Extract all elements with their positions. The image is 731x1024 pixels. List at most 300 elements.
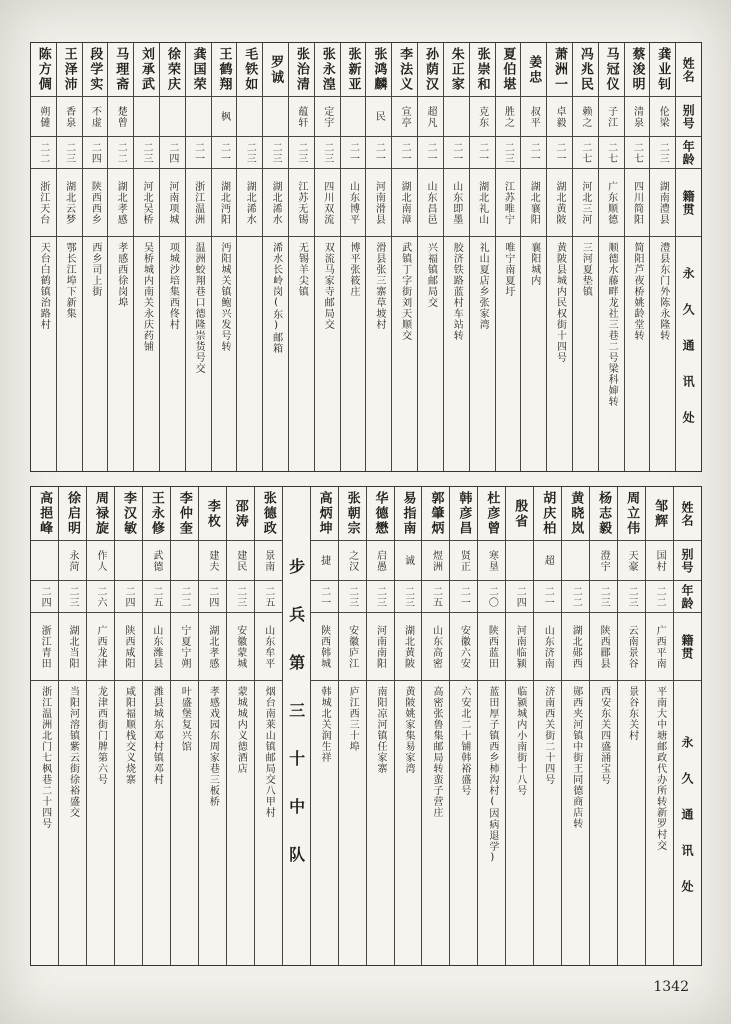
address-cell — [171, 681, 198, 965]
native-cell — [625, 169, 650, 237]
person-name: 徐荣庆 — [164, 47, 180, 92]
person-age: 二三 — [346, 585, 358, 608]
person-address: 浠水长岭岗(东)邮箱 — [270, 242, 282, 354]
person-column — [185, 43, 211, 471]
person-alias: 煜洲 — [430, 549, 442, 572]
person-name: 姜忠 — [526, 54, 542, 85]
person-column — [314, 43, 340, 471]
person-age: 二四 — [89, 141, 101, 164]
name-cell — [395, 487, 422, 541]
native-cell — [450, 613, 477, 681]
person-column — [617, 487, 645, 965]
alias-cell — [212, 97, 237, 137]
person-age: 二一 — [347, 141, 359, 164]
roster-table-top — [30, 42, 702, 472]
name-cell — [134, 43, 159, 97]
age-cell — [562, 581, 589, 613]
person-age: 二二 — [178, 585, 190, 608]
person-age: 二一 — [528, 141, 540, 164]
person-column — [649, 43, 675, 471]
native-cell — [115, 613, 142, 681]
person-address: 黄陂姚家集易家湾 — [402, 686, 414, 774]
person-age: 二三 — [63, 141, 75, 164]
age-cell — [186, 137, 211, 169]
name-cell — [57, 43, 82, 97]
person-name: 罗诚 — [268, 54, 284, 85]
person-alias: 捷 — [318, 555, 330, 566]
age-cell — [134, 137, 159, 169]
person-alias: 澄宇 — [598, 549, 610, 572]
person-address: 襄阳城内 — [528, 242, 540, 286]
person-column — [365, 43, 391, 471]
person-age: 二六 — [95, 585, 106, 608]
person-name: 邵涛 — [232, 498, 248, 529]
person-age: 二三 — [244, 141, 256, 164]
person-name: 郭肇炳 — [428, 491, 444, 536]
age-cell — [59, 581, 86, 613]
native-cell — [395, 613, 422, 681]
alias-cell — [311, 541, 338, 581]
name-cell — [521, 43, 546, 97]
person-age: 二五 — [262, 585, 274, 608]
person-native: 陕西咸阳 — [122, 624, 134, 669]
person-age: 二四 — [122, 585, 134, 608]
name-cell — [496, 43, 521, 97]
native-cell — [199, 613, 226, 681]
address-cell — [134, 237, 159, 471]
name-cell — [31, 43, 56, 97]
person-column — [417, 43, 443, 471]
person-column — [449, 487, 477, 965]
age-cell — [650, 137, 675, 169]
person-alias: 超 — [542, 555, 554, 566]
person-name: 张治清 — [293, 47, 309, 92]
age-cell — [496, 137, 521, 169]
person-column — [533, 487, 561, 965]
person-column — [226, 487, 254, 965]
address-cell — [199, 681, 226, 965]
person-address: 唯宁南夏圩 — [502, 242, 514, 297]
address-cell — [160, 237, 185, 471]
person-name: 李法义 — [397, 47, 413, 92]
person-native: 陕西蓝田 — [486, 624, 498, 669]
person-name: 易指南 — [400, 491, 416, 536]
person-column — [366, 487, 394, 965]
person-address: 礼山夏店乡张家湾 — [477, 242, 489, 330]
person-column — [589, 487, 617, 965]
person-native: 安徽庐江 — [346, 624, 358, 669]
address-cell — [59, 681, 86, 965]
alias-cell — [562, 541, 589, 581]
row-header-label-name: 姓名 — [681, 56, 696, 83]
person-native: 云南景谷 — [626, 624, 638, 669]
person-address: 博平张筱庄 — [348, 242, 360, 297]
person-age: 二三 — [626, 585, 638, 608]
person-native: 河北三河 — [579, 180, 591, 225]
alias-cell — [418, 97, 443, 137]
address-cell — [450, 681, 477, 965]
person-native: 湖北襄阳 — [528, 180, 540, 225]
address-cell — [395, 681, 422, 965]
native-cell — [547, 169, 572, 237]
person-alias: 香泉 — [63, 105, 75, 128]
person-column — [114, 487, 142, 965]
name-cell — [534, 487, 561, 541]
alias-cell — [237, 97, 262, 137]
person-name: 华德懋 — [372, 491, 388, 536]
row-header-cell-age — [674, 581, 701, 613]
alias-cell — [227, 541, 254, 581]
alias-cell — [444, 97, 469, 137]
person-column — [645, 487, 673, 965]
row-header-label-age: 年龄 — [680, 583, 695, 610]
person-address: 滑县张三寨草坡村 — [373, 242, 385, 330]
age-cell — [366, 137, 391, 169]
name-cell — [212, 43, 237, 97]
name-cell — [227, 487, 254, 541]
age-cell — [31, 581, 58, 613]
row-header-cell-address — [676, 237, 701, 471]
native-cell — [444, 169, 469, 237]
name-cell — [339, 487, 366, 541]
unit-section-column — [282, 487, 310, 965]
native-cell — [315, 169, 340, 237]
address-cell — [31, 237, 56, 471]
address-cell — [590, 681, 617, 965]
person-address: 浙江温洲北门七枫巷二十四号 — [39, 686, 51, 829]
native-cell — [470, 169, 495, 237]
person-alias: 宣亭 — [399, 105, 411, 128]
native-cell — [227, 613, 254, 681]
person-alias: 克东 — [476, 105, 488, 128]
person-native: 陕西韩城 — [318, 624, 330, 669]
person-column — [469, 43, 495, 471]
person-age: 二四 — [206, 585, 218, 608]
native-cell — [367, 613, 394, 681]
alias-cell — [599, 97, 624, 137]
alias-cell — [134, 97, 159, 137]
person-native: 浙江温洲 — [192, 180, 204, 225]
person-address: 简阳芦夜桥姚龄堂转 — [631, 242, 643, 341]
native-cell — [108, 169, 133, 237]
person-native: 湖北孝感 — [115, 180, 127, 225]
person-name: 张崇和 — [474, 47, 490, 92]
person-age: 二七 — [605, 141, 617, 164]
alias-cell — [31, 97, 56, 137]
person-age: 二五 — [150, 585, 162, 608]
person-name: 冯兆民 — [577, 47, 593, 92]
age-cell — [31, 137, 56, 169]
address-cell — [618, 681, 645, 965]
person-age: 二三 — [321, 141, 333, 164]
person-age: 二一 — [476, 141, 488, 164]
alias-cell — [470, 97, 495, 137]
person-address: 平南大中塘邮政代办所转新罗村交 — [654, 686, 666, 851]
person-address: 六安北二十铺韩裕盛号 — [458, 686, 470, 796]
native-cell — [521, 169, 546, 237]
age-cell — [599, 137, 624, 169]
native-cell — [57, 169, 82, 237]
native-cell — [160, 169, 185, 237]
address-cell — [547, 237, 572, 471]
name-cell — [31, 487, 58, 541]
person-column — [495, 43, 521, 471]
alias-cell — [59, 541, 86, 581]
alias-cell — [108, 97, 133, 137]
native-cell — [134, 169, 159, 237]
person-native: 湖北沔阳 — [218, 180, 230, 225]
person-age: 二七 — [631, 141, 643, 164]
name-cell — [263, 43, 288, 97]
name-cell — [392, 43, 417, 97]
address-cell — [625, 237, 650, 471]
address-cell — [212, 237, 237, 471]
native-cell — [478, 613, 505, 681]
unit-section-label: 步兵第三十中队 — [286, 558, 306, 894]
row-header-label-native: 籍贯 — [681, 189, 696, 216]
name-cell — [315, 43, 340, 97]
person-column — [159, 43, 185, 471]
age-cell — [339, 581, 366, 613]
person-age: 二三 — [270, 141, 282, 164]
native-cell — [590, 613, 617, 681]
native-cell — [496, 169, 521, 237]
person-native: 湖北浠水 — [270, 180, 282, 225]
name-cell — [444, 43, 469, 97]
person-native: 湖北南漳 — [399, 180, 411, 225]
person-address: 龙津西街门牌第六号 — [95, 686, 107, 785]
age-cell — [115, 581, 142, 613]
person-address: 吴桥城内南关永庆药铺 — [141, 242, 153, 352]
name-cell — [470, 43, 495, 97]
person-address: 沔阳城关镇鲍兴发号转 — [218, 242, 230, 352]
person-alias: 景南 — [262, 549, 274, 572]
person-native: 湖北当阳 — [67, 624, 79, 669]
person-column — [254, 487, 282, 965]
person-native: 山东济南 — [542, 624, 554, 669]
person-native: 安徽蒙城 — [234, 624, 246, 669]
age-cell — [367, 581, 394, 613]
alias-cell — [573, 97, 598, 137]
alias-cell — [590, 541, 617, 581]
person-native: 湖北孝感 — [206, 624, 218, 669]
row-header-label-alias: 别号 — [680, 547, 695, 574]
person-address: 景谷东关村 — [626, 686, 638, 741]
address-cell — [289, 237, 314, 471]
person-address: 烟台南莱山镇邮局交八甲村 — [263, 686, 275, 818]
person-age: 二四 — [514, 585, 526, 608]
native-cell — [31, 169, 56, 237]
person-column — [340, 43, 366, 471]
name-cell — [171, 487, 198, 541]
person-address: 双流马家寺邮局交 — [322, 242, 334, 330]
person-address: 庐江西三十埠 — [347, 686, 359, 752]
name-cell — [186, 43, 211, 97]
person-address: 三河夏垫镇 — [580, 242, 592, 297]
native-cell — [289, 169, 314, 237]
address-cell — [496, 237, 521, 471]
person-column — [598, 43, 624, 471]
person-column — [236, 43, 262, 471]
address-cell — [646, 681, 673, 965]
native-cell — [599, 169, 624, 237]
native-cell — [143, 613, 170, 681]
person-name: 高挹峰 — [37, 491, 53, 536]
alias-cell — [83, 97, 108, 137]
name-cell — [83, 43, 108, 97]
person-native: 湖南澧县 — [657, 180, 669, 225]
address-cell — [339, 681, 366, 965]
row-header-label-age: 年龄 — [681, 139, 696, 166]
native-cell — [311, 613, 338, 681]
person-name: 刘承武 — [139, 47, 155, 92]
row-header-cell-native — [674, 613, 701, 681]
age-cell — [573, 137, 598, 169]
name-cell — [625, 43, 650, 97]
person-age: 二一 — [554, 141, 566, 164]
person-alias: 之汉 — [346, 549, 358, 572]
person-native: 浙江天台 — [37, 180, 49, 225]
native-cell — [618, 613, 645, 681]
alias-cell — [392, 97, 417, 137]
name-cell — [199, 487, 226, 541]
age-cell — [160, 137, 185, 169]
address-cell — [108, 237, 133, 471]
address-cell — [315, 237, 340, 471]
person-address: 临颍城内小南街十八号 — [514, 686, 526, 796]
person-native: 江苏唯宁 — [502, 180, 514, 225]
row-header-cell-alias — [674, 541, 701, 581]
person-alias: 诚 — [402, 555, 414, 566]
person-alias: 胜之 — [502, 105, 514, 128]
person-address: 叶盛堡复兴馆 — [179, 686, 191, 752]
name-cell — [422, 487, 449, 541]
age-cell — [392, 137, 417, 169]
alias-cell — [646, 541, 673, 581]
age-cell — [547, 137, 572, 169]
page-number: 1342 — [653, 979, 689, 995]
alias-cell — [199, 541, 226, 581]
age-cell — [212, 137, 237, 169]
person-native: 广东顺德 — [605, 180, 617, 225]
name-cell — [108, 43, 133, 97]
age-cell — [450, 581, 477, 613]
native-cell — [562, 613, 589, 681]
person-native: 湖北黄陂 — [554, 180, 566, 225]
alias-cell — [395, 541, 422, 581]
person-address: 兴福镇邮局交 — [425, 242, 437, 308]
alias-cell — [31, 541, 58, 581]
person-column — [82, 43, 108, 471]
name-cell — [418, 43, 443, 97]
name-cell — [311, 487, 338, 541]
person-name: 龚业钊 — [655, 47, 671, 92]
person-column — [394, 487, 422, 965]
name-cell — [255, 487, 282, 541]
alias-cell — [255, 541, 282, 581]
person-address: 潍县城东邓村镇邓村 — [151, 686, 163, 785]
person-address: 当阳河溶镇紫云街徐裕盛交 — [67, 686, 79, 818]
address-cell — [506, 681, 533, 965]
person-address: 天台白鹤镇治路村 — [38, 242, 50, 330]
person-age: 二三 — [657, 141, 669, 164]
person-column — [505, 487, 533, 965]
person-name: 张永湟 — [319, 47, 335, 92]
person-alias: 定宇 — [321, 105, 333, 128]
person-native: 江苏无锡 — [295, 180, 307, 225]
age-cell — [311, 581, 338, 613]
row-header-cell-age — [676, 137, 701, 169]
age-cell — [418, 137, 443, 169]
age-cell — [646, 581, 673, 613]
person-alias: 启愚 — [374, 549, 386, 572]
age-cell — [395, 581, 422, 613]
person-alias: 作人 — [95, 549, 106, 572]
person-column — [288, 43, 314, 471]
address-cell — [478, 681, 505, 965]
address-cell — [599, 237, 624, 471]
name-cell — [450, 487, 477, 541]
person-alias: 超凡 — [424, 105, 436, 128]
name-cell — [590, 487, 617, 541]
person-name: 王永修 — [148, 491, 164, 536]
person-name: 高炳坤 — [316, 491, 332, 536]
alias-cell — [115, 541, 142, 581]
native-cell — [392, 169, 417, 237]
name-cell — [478, 487, 505, 541]
name-cell — [547, 43, 572, 97]
age-cell — [143, 581, 170, 613]
person-address: 武镇丁字街刘天顺交 — [399, 242, 411, 341]
person-age: 二三 — [141, 141, 153, 164]
address-cell — [237, 237, 262, 471]
person-address: 南阳凉河镇任家寨 — [375, 686, 387, 774]
age-cell — [255, 581, 282, 613]
name-cell — [367, 487, 394, 541]
person-name: 黄晓岚 — [568, 491, 584, 536]
native-cell — [186, 169, 211, 237]
person-age: 二一 — [318, 585, 330, 608]
person-name: 李仲奎 — [176, 491, 192, 536]
person-age: 二二 — [570, 585, 582, 608]
person-native: 河南滑县 — [373, 180, 385, 225]
person-address: 韩城北关润生祥 — [319, 686, 331, 763]
person-native: 安徽六安 — [458, 624, 470, 669]
alias-cell — [339, 541, 366, 581]
name-cell — [143, 487, 170, 541]
person-address: 孝感西徐岗埠 — [115, 242, 127, 308]
address-cell — [444, 237, 469, 471]
person-address: 蓝田厚子镇西乡柿沟村(因病退学) — [486, 686, 498, 864]
name-cell — [87, 487, 114, 541]
person-address: 顺德水藤畔龙社三巷二号梁科婶转 — [606, 242, 618, 407]
address-cell — [87, 681, 114, 965]
person-name: 张朝宗 — [344, 491, 360, 536]
person-name: 毛铁如 — [242, 47, 258, 92]
person-column — [572, 43, 598, 471]
person-address: 项城沙培集西佟村 — [167, 242, 179, 330]
row-header-label-address: 永久通讯处 — [680, 735, 695, 916]
person-native: 湖北浠水 — [244, 180, 256, 225]
person-native: 湖北黄陂 — [402, 624, 414, 669]
person-column — [211, 43, 237, 471]
person-alias: 寒垦 — [486, 549, 498, 572]
age-cell — [618, 581, 645, 613]
native-cell — [506, 613, 533, 681]
person-name: 马冠仪 — [603, 47, 619, 92]
person-name: 朱正家 — [448, 47, 464, 92]
person-address: 西安东关四盛涌宝号 — [598, 686, 610, 785]
